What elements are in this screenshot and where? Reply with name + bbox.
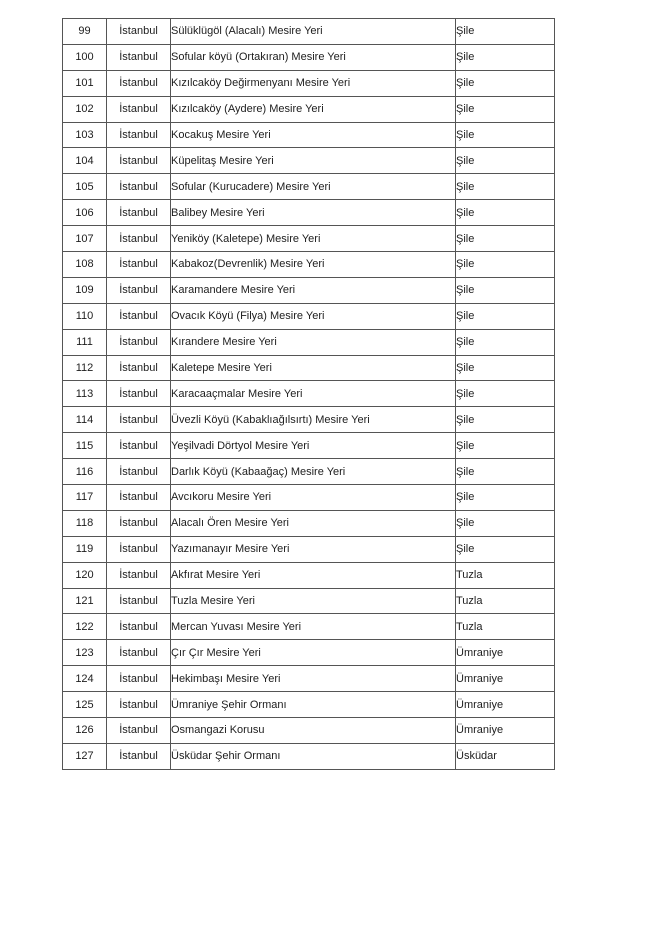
cell-district: Şile [456,19,555,45]
table-row [63,200,555,226]
cell-row-number: 106 [63,200,107,226]
cell-district: Ümraniye [456,666,555,692]
cell-place-name: Karamandere Mesire Yeri [171,277,456,303]
table-row [63,459,555,485]
table-row [63,303,555,329]
cell-city: İstanbul [107,96,171,122]
cell-district: Şile [456,44,555,70]
cell-district: Şile [456,96,555,122]
table-row [63,407,555,433]
cell-place-name: Sülüklügöl (Alacalı) Mesire Yeri [171,19,456,45]
picnic-areas-table [62,18,555,770]
cell-district: Şile [456,277,555,303]
cell-city: İstanbul [107,510,171,536]
cell-city: İstanbul [107,303,171,329]
cell-city: İstanbul [107,329,171,355]
table-row [63,96,555,122]
cell-row-number: 99 [63,19,107,45]
table-row [63,588,555,614]
cell-district: Ümraniye [456,718,555,744]
table-row [63,718,555,744]
cell-city: İstanbul [107,459,171,485]
cell-place-name: Hekimbaşı Mesire Yeri [171,666,456,692]
table-row [63,122,555,148]
cell-row-number: 120 [63,562,107,588]
cell-place-name: Kabakoz(Devrenlik) Mesire Yeri [171,252,456,278]
table-row [63,277,555,303]
cell-district: Ümraniye [456,692,555,718]
table-row [63,148,555,174]
cell-place-name: Kocakuş Mesire Yeri [171,122,456,148]
cell-city: İstanbul [107,44,171,70]
table-row [63,510,555,536]
cell-place-name: Osmangazi Korusu [171,718,456,744]
cell-place-name: Alacalı Ören Mesire Yeri [171,510,456,536]
cell-place-name: Yeniköy (Kaletepe) Mesire Yeri [171,226,456,252]
cell-district: Şile [456,70,555,96]
cell-place-name: Yeşilvadi Dörtyol Mesire Yeri [171,433,456,459]
table-row [63,381,555,407]
cell-place-name: Kızılcaköy (Aydere) Mesire Yeri [171,96,456,122]
cell-row-number: 110 [63,303,107,329]
cell-row-number: 121 [63,588,107,614]
cell-place-name: Kırandere Mesire Yeri [171,329,456,355]
cell-city: İstanbul [107,614,171,640]
table-row [63,252,555,278]
table-row [63,174,555,200]
cell-district: Şile [456,459,555,485]
cell-city: İstanbul [107,718,171,744]
cell-row-number: 123 [63,640,107,666]
cell-city: İstanbul [107,226,171,252]
cell-row-number: 103 [63,122,107,148]
cell-district: Şile [456,407,555,433]
cell-city: İstanbul [107,562,171,588]
cell-row-number: 101 [63,70,107,96]
cell-place-name: Üvezli Köyü (Kabaklıağılsırtı) Mesire Yeri [171,407,456,433]
cell-row-number: 105 [63,174,107,200]
table-row [63,433,555,459]
cell-district: Şile [456,433,555,459]
cell-place-name: Üsküdar Şehir Ormanı [171,743,456,769]
cell-district: Şile [456,200,555,226]
cell-row-number: 118 [63,510,107,536]
cell-place-name: Ovacık Köyü (Filya) Mesire Yeri [171,303,456,329]
cell-place-name: Tuzla Mesire Yeri [171,588,456,614]
table-body [63,19,555,770]
cell-row-number: 122 [63,614,107,640]
table-row [63,70,555,96]
cell-row-number: 109 [63,277,107,303]
table-row [63,562,555,588]
table-row [63,355,555,381]
table-row [63,329,555,355]
cell-place-name: Avcıkoru Mesire Yeri [171,485,456,511]
cell-row-number: 108 [63,252,107,278]
table-row [63,666,555,692]
cell-row-number: 125 [63,692,107,718]
cell-city: İstanbul [107,277,171,303]
cell-city: İstanbul [107,200,171,226]
cell-row-number: 127 [63,743,107,769]
table-row [63,536,555,562]
cell-district: Şile [456,510,555,536]
cell-row-number: 112 [63,355,107,381]
cell-city: İstanbul [107,407,171,433]
cell-city: İstanbul [107,70,171,96]
cell-district: Şile [456,252,555,278]
cell-place-name: Küpelitaş Mesire Yeri [171,148,456,174]
cell-city: İstanbul [107,252,171,278]
table-row [63,44,555,70]
cell-row-number: 107 [63,226,107,252]
cell-district: Tuzla [456,562,555,588]
cell-city: İstanbul [107,692,171,718]
cell-place-name: Balibey Mesire Yeri [171,200,456,226]
cell-city: İstanbul [107,743,171,769]
table-row [63,226,555,252]
table-row [63,743,555,769]
table-row [63,692,555,718]
cell-city: İstanbul [107,148,171,174]
cell-district: Şile [456,329,555,355]
cell-row-number: 104 [63,148,107,174]
cell-district: Tuzla [456,614,555,640]
cell-row-number: 119 [63,536,107,562]
cell-place-name: Sofular (Kurucadere) Mesire Yeri [171,174,456,200]
cell-district: Şile [456,148,555,174]
table-row [63,614,555,640]
cell-place-name: Mercan Yuvası Mesire Yeri [171,614,456,640]
cell-city: İstanbul [107,640,171,666]
cell-row-number: 115 [63,433,107,459]
cell-row-number: 126 [63,718,107,744]
cell-district: Şile [456,536,555,562]
cell-row-number: 100 [63,44,107,70]
cell-row-number: 124 [63,666,107,692]
cell-place-name: Ümraniye Şehir Ormanı [171,692,456,718]
cell-place-name: Sofular köyü (Ortakıran) Mesire Yeri [171,44,456,70]
cell-city: İstanbul [107,355,171,381]
cell-city: İstanbul [107,588,171,614]
cell-district: Şile [456,303,555,329]
table-row [63,19,555,45]
cell-place-name: Kaletepe Mesire Yeri [171,355,456,381]
cell-row-number: 114 [63,407,107,433]
cell-district: Üsküdar [456,743,555,769]
cell-city: İstanbul [107,666,171,692]
table-row [63,485,555,511]
cell-place-name: Akfırat Mesire Yeri [171,562,456,588]
cell-district: Şile [456,226,555,252]
cell-row-number: 116 [63,459,107,485]
cell-place-name: Yazımanayır Mesire Yeri [171,536,456,562]
table-row [63,640,555,666]
cell-city: İstanbul [107,174,171,200]
cell-place-name: Karacaaçmalar Mesire Yeri [171,381,456,407]
cell-row-number: 117 [63,485,107,511]
cell-place-name: Darlık Köyü (Kabaağaç) Mesire Yeri [171,459,456,485]
cell-city: İstanbul [107,433,171,459]
cell-place-name: Çır Çır Mesire Yeri [171,640,456,666]
cell-district: Ümraniye [456,640,555,666]
cell-district: Şile [456,122,555,148]
cell-district: Şile [456,381,555,407]
cell-city: İstanbul [107,536,171,562]
cell-row-number: 102 [63,96,107,122]
cell-district: Tuzla [456,588,555,614]
cell-district: Şile [456,174,555,200]
cell-city: İstanbul [107,122,171,148]
cell-city: İstanbul [107,485,171,511]
cell-row-number: 111 [63,329,107,355]
cell-city: İstanbul [107,19,171,45]
cell-district: Şile [456,485,555,511]
cell-row-number: 113 [63,381,107,407]
cell-place-name: Kızılcaköy Değirmenyanı Mesire Yeri [171,70,456,96]
cell-district: Şile [456,355,555,381]
cell-city: İstanbul [107,381,171,407]
